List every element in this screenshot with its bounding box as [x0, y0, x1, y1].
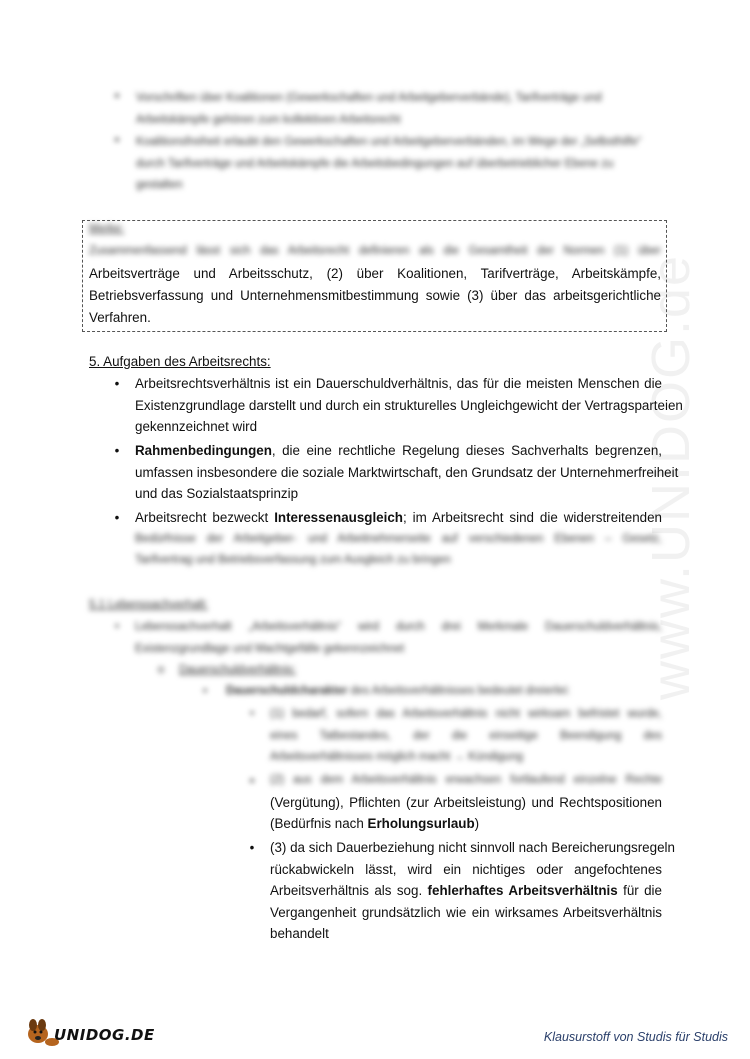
merke-line: Verfahren. [89, 310, 151, 325]
unidog-logo [22, 1010, 155, 1050]
text-line: behandelt [270, 926, 329, 941]
text-line: (2) aus dem Arbeitsverhältnis erwachsen fortlaufend einzelne Rechte [270, 774, 662, 786]
text-line: Arbeitsverhältnisses möglich macht → Kündigung [270, 751, 524, 763]
section-heading: 5.1 Lebenssachverhalt: [89, 599, 208, 611]
merke-line: Betriebsverfassung und Unternehmensmitbestimmung sowie (3) über das arbeitsgerichtliche [89, 288, 661, 303]
text-line: Arbeitsrecht bezweckt Interessenausgleich; im Arbeitsrecht sind die widerstreitenden [135, 510, 662, 525]
text-line: Vergangenheit grundsätzlich wie ein wirksames Arbeitsverhältnis [270, 904, 662, 920]
watermark: www.UNIDOG.de [641, 253, 701, 700]
text-line: Bedürfnisse der Arbeitgeber- und Arbeitnehmerseite auf verschiedenen Ebenen – Gesetz, [135, 532, 662, 545]
section-heading: 5. Aufgaben des Arbeitsrechts: [89, 354, 271, 369]
text-line: (1) bedarf, sofern das Arbeitsverhältnis nicht wirksam befristet wurde, [270, 708, 662, 720]
list-item: • Koalitionsfreiheit erlaubt den Gewerkschaften und Arbeitgeberverbänden, im Wege der „Selbsthilfe“ durch Tarifverträge und Arbeitskämpfe die Arbeitsbedingungen auf überbetrieblicher Ebene zu gestalten [114, 132, 642, 191]
text-line: gekennzeichnet wird [135, 419, 258, 434]
merke-line: Arbeitsverträge und Arbeitsschutz, (2) über Koalitionen, Tarifverträge, Arbeitskämpfe, [89, 266, 661, 281]
text-line: Dauerschuldverhältnis: [179, 664, 296, 676]
text-line: (Vergütung), Pflichten (zur Arbeitsleistung) und Rechtspositionen [270, 794, 662, 810]
text-line: Arbeitsrechtsverhältnis ist ein Dauerschuldverhältnis, das für die meisten Menschen die [135, 376, 662, 391]
footer-tagline: Klausurstoff von Studis für Studis [543, 1030, 728, 1044]
text-line: Existenzgrundlage und Machtgefälle gekennzeichnet [135, 642, 405, 655]
list-item: • Vorschriften über Koalitionen (Gewerkschaften und Arbeitgeberverbände), Tarifverträge und Arbeitskämpfe gehören zum kollektiven Arbeitsrecht [114, 88, 602, 126]
text-line: rückabwickeln lässt, wird ein nichtiges oder angefochtenes [270, 861, 662, 877]
merke-line: Zusammenfassend lässt sich das Arbeitsrecht definieren als die Gesamtheit der Normen (1) über [89, 245, 661, 257]
logo-text: UNIDOG.DE [54, 1026, 155, 1044]
text-line: und das Sozialstaatsprinzip [135, 486, 299, 501]
text-line: Tarifvertrag und Betriebsverfassung zum Ausgleich zu bringen [135, 554, 451, 566]
text-line: Arbeitsverhältnis als sog. fehlerhaftes Arbeitsverhältnis für die [270, 883, 662, 898]
text-line: Lebenssachverhalt „Arbeitsverhältnis“ wird durch drei Merkmale Dauerschuldverhältnis, [135, 621, 662, 633]
text-line: umfassen insbesondere die soziale Marktwirtschaft, den Grundsatz der Unternehmerfreiheit [135, 464, 679, 480]
merke-heading: Merke: [89, 223, 125, 235]
text-line: (3) da sich Dauerbeziehung nicht sinnvoll nach Bereicherungsregeln [270, 840, 675, 855]
text-line: eines Tatbestandes, der die einseitige Beendigung des [270, 729, 662, 742]
text-line: Rahmenbedingungen, die eine rechtliche Regelung dieses Sachverhalts begrenzen, [135, 443, 662, 458]
text-line: Dauerschuldcharakter des Arbeitsverhältnisses bedeutet dreierlei: [226, 685, 570, 697]
text-line: Existenzgrundlage darstellt und durch ein strukturelles Ungleichgewicht der Vertragsparteien [135, 397, 683, 413]
text-line: (Bedürfnis nach Erholungsurlaub) [270, 816, 480, 831]
